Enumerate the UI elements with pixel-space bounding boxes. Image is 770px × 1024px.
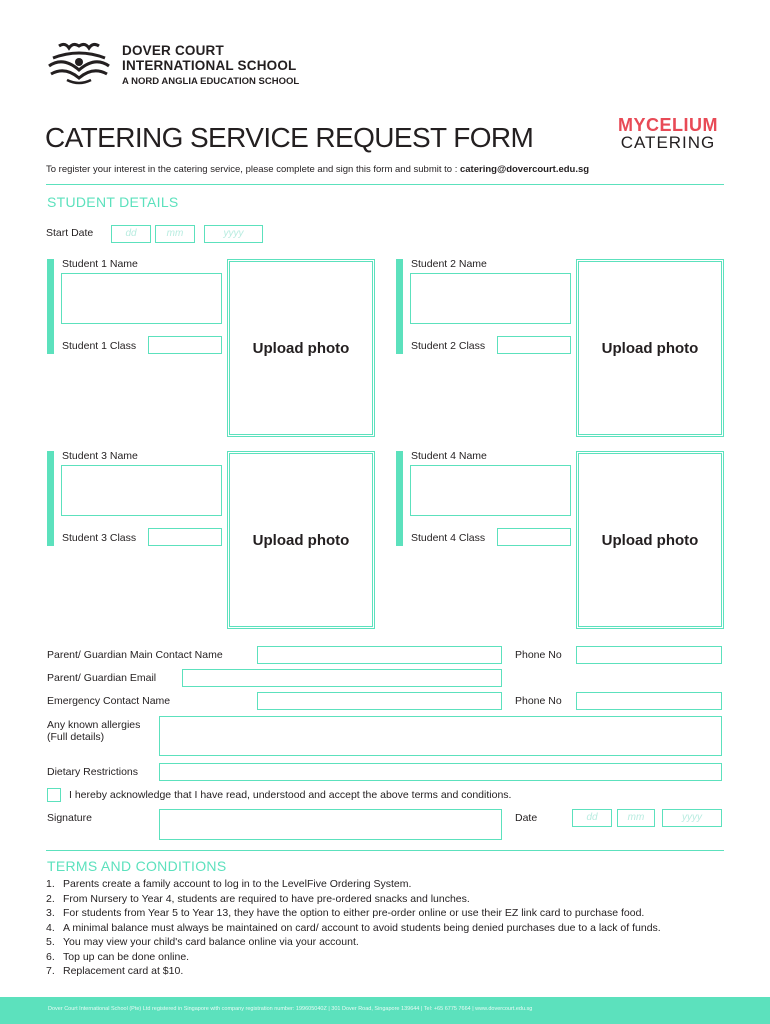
dietary-label: Dietary Restrictions xyxy=(47,766,139,778)
terms-item xyxy=(46,877,716,892)
footer-band xyxy=(0,997,770,1024)
signature-label: Signature xyxy=(47,812,92,824)
terms-item-number: 1. xyxy=(46,878,55,890)
caterer-logo-line2: CATERING xyxy=(620,133,716,152)
acknowledge-text: I hereby acknowledge that I have read, understood and accept the above terms and conditions. xyxy=(69,789,512,801)
student-2-name-field[interactable] xyxy=(410,273,571,324)
terms-item-text: From Nursery to Year 4, students are required to have pre-ordered snacks and lunches. xyxy=(63,892,470,905)
start-date-mm[interactable]: mm xyxy=(155,225,195,243)
school-logo xyxy=(45,40,113,86)
student-1-photo-upload[interactable]: Upload photo xyxy=(229,261,373,435)
intro-sentence: To register your interest in the catering service, please complete and sign this form and submit to : xyxy=(46,164,460,175)
allergies-sublabel: (Full details) xyxy=(47,731,105,743)
school-name-line2: INTERNATIONAL SCHOOL xyxy=(122,58,297,73)
student-details-heading: STUDENT DETAILS xyxy=(47,194,179,210)
school-name-line3: A NORD ANGLIA EDUCATION SCHOOL xyxy=(122,76,300,87)
terms-heading: TERMS AND CONDITIONS xyxy=(47,858,227,874)
terms-item-number: 4. xyxy=(46,921,55,934)
terms-item xyxy=(46,892,716,907)
sign-date-yyyy[interactable]: yyyy xyxy=(662,809,722,827)
student-2-class-label: Student 2 Class xyxy=(411,340,486,352)
date-label: Date xyxy=(515,812,538,824)
start-date-label: Start Date xyxy=(46,227,94,239)
main-contact-field[interactable] xyxy=(257,646,502,664)
allergies-field[interactable] xyxy=(159,716,722,756)
student-3-class-field[interactable] xyxy=(148,528,222,546)
emergency-phone-label: Phone No xyxy=(515,695,562,707)
start-date-dd[interactable]: dd xyxy=(111,225,151,243)
terms-item-text: Replacement card at $10. xyxy=(63,965,184,977)
phone-label: Phone No xyxy=(515,649,562,661)
start-date-yyyy[interactable]: yyyy xyxy=(204,225,263,243)
terms-list xyxy=(46,877,716,979)
student-1-accent-bar xyxy=(47,259,54,354)
emergency-contact-field[interactable] xyxy=(257,692,502,710)
terms-item-text: A minimal balance must always be maintained on card/ account to avoid students being denied purchases due to a lack of funds. xyxy=(63,921,661,934)
terms-item-number: 2. xyxy=(46,892,55,905)
student-4-name-label: Student 4 Name xyxy=(411,450,487,462)
student-1-name-field[interactable] xyxy=(61,273,222,324)
terms-item-text: For students from Year 5 to Year 13, they have the option to either pre-order online or use their EZ link card to purchase food. xyxy=(63,907,645,919)
student-4-accent-bar xyxy=(396,451,403,546)
terms-divider xyxy=(46,850,724,851)
terms-item-number: 6. xyxy=(46,950,55,963)
dietary-field[interactable] xyxy=(159,763,722,781)
terms-item-text: Top up can be done online. xyxy=(63,950,190,963)
school-name-line1: DOVER COURT xyxy=(122,43,224,58)
terms-item xyxy=(46,950,716,965)
sign-date-dd[interactable]: dd xyxy=(572,809,612,827)
acknowledge-checkbox[interactable] xyxy=(47,788,61,802)
student-3-photo-upload[interactable]: Upload photo xyxy=(229,453,373,627)
header-divider xyxy=(46,184,724,185)
student-2-accent-bar xyxy=(396,259,403,354)
terms-item-number: 3. xyxy=(46,907,55,919)
emergency-phone-field[interactable] xyxy=(576,692,722,710)
email-label: Parent/ Guardian Email xyxy=(47,672,157,684)
email-field[interactable] xyxy=(182,669,502,687)
student-1-class-label: Student 1 Class xyxy=(62,340,137,352)
sign-date-mm[interactable]: mm xyxy=(617,809,655,827)
student-4-class-label: Student 4 Class xyxy=(411,532,486,544)
school-crest-icon xyxy=(45,40,113,86)
phone-field[interactable] xyxy=(576,646,722,664)
student-4-class-field[interactable] xyxy=(497,528,571,546)
terms-item-number: 7. xyxy=(46,965,55,977)
terms-item xyxy=(46,921,716,936)
student-2-class-field[interactable] xyxy=(497,336,571,354)
submit-email: catering@dovercourt.edu.sg xyxy=(459,164,590,175)
terms-item-text: Parents create a family account to log in to the LevelFive Ordering System. xyxy=(63,878,412,890)
signature-field[interactable] xyxy=(159,809,502,840)
student-1-name-label: Student 1 Name xyxy=(62,258,138,270)
student-2-name-label: Student 2 Name xyxy=(411,258,487,270)
terms-item xyxy=(46,964,716,979)
terms-item xyxy=(46,935,716,950)
student-2-photo-upload[interactable]: Upload photo xyxy=(578,261,722,435)
terms-item xyxy=(46,906,716,921)
page-title: CATERING SERVICE REQUEST FORM xyxy=(45,122,534,153)
emergency-contact-label: Emergency Contact Name xyxy=(47,695,171,707)
terms-item-text: You may view your child's card balance online via your account. xyxy=(63,936,359,948)
main-contact-label: Parent/ Guardian Main Contact Name xyxy=(47,649,223,661)
student-4-name-field[interactable] xyxy=(410,465,571,516)
student-3-class-label: Student 3 Class xyxy=(62,532,137,544)
footer-text: Dover Court International School (Pte) Ltd registered in Singapore with company registration number: 199605040Z | 301 Dover Road, Singapore 139644 | Tel: +65 6775 7664 | www.dovercourt.edu.sg xyxy=(48,1006,533,1012)
allergies-label: Any known allergies xyxy=(47,719,141,731)
intro-text xyxy=(46,164,589,175)
student-4-photo-upload[interactable]: Upload photo xyxy=(578,453,722,627)
student-1-class-field[interactable] xyxy=(148,336,222,354)
student-3-name-field[interactable] xyxy=(61,465,222,516)
caterer-logo-line1: MYCELIUM xyxy=(618,115,718,135)
student-3-accent-bar xyxy=(47,451,54,546)
student-3-name-label: Student 3 Name xyxy=(62,450,138,462)
terms-item-number: 5. xyxy=(46,936,55,948)
